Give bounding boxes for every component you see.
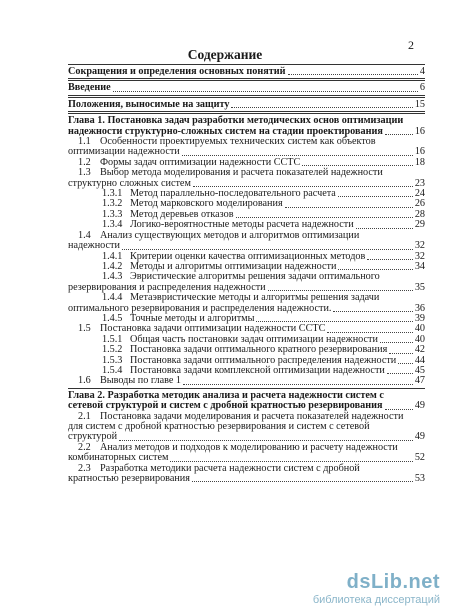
toc-entry-title: оптимального резервирования и распределения надежности. <box>68 302 332 314</box>
toc-entry <box>68 168 425 189</box>
toc-entry-title: структурой <box>68 431 118 443</box>
toc-entry-number: 2.2 <box>78 441 91 453</box>
toc-entry-title: Постановка задачи оптимального распределения надежности <box>130 354 397 366</box>
page-title: Содержание <box>187 47 263 62</box>
toc-entry-number: 1.3.2 <box>102 198 123 210</box>
toc-entry-number: 1.4.3 <box>102 271 123 283</box>
toc-entry-number: 1.4.2 <box>102 260 123 272</box>
toc-entry <box>68 113 425 137</box>
dot-leader <box>367 259 413 260</box>
toc-entry-title: резервирования и распределения надежности <box>68 281 266 293</box>
toc-entry-number: 1.3 <box>78 167 91 179</box>
toc-entry-title: Критерии оценки качества оптимизационных методов <box>130 250 366 262</box>
toc-entry-title: Эвристические алгоритмы решения задачи оптимального <box>130 271 380 283</box>
toc-entry <box>68 137 425 158</box>
dot-leader <box>113 91 418 92</box>
toc-entry-page: 53 <box>414 473 425 485</box>
toc-entry-title: Анализ существующих методов и алгоритмов оптимизации <box>100 229 360 241</box>
dot-leader <box>338 196 413 197</box>
toc-entry-number: 1.3.4 <box>102 219 123 231</box>
dot-leader <box>231 107 412 108</box>
watermark-logo: dsLib.net <box>346 571 440 593</box>
toc-entry-page: 4 <box>419 66 425 77</box>
toc-entry-page: 32 <box>414 240 425 252</box>
toc-entry-page: 23 <box>414 177 425 189</box>
toc-entry <box>68 231 425 252</box>
toc-entry-title: Анализ методов и подходов к моделированию и расчету надежности <box>100 441 398 453</box>
dot-leader <box>182 155 413 156</box>
toc-entry <box>68 376 425 386</box>
toc-entry-title: надежности <box>68 240 120 252</box>
dot-leader <box>380 342 413 343</box>
dot-leader <box>192 481 413 482</box>
toc-entry-title: для систем с дробной кратностью резервирования и систем с сетевой <box>68 421 370 432</box>
toc-entry-page: 35 <box>414 281 425 293</box>
dot-leader <box>288 74 418 75</box>
dot-leader <box>122 249 413 250</box>
dot-leader <box>398 363 413 364</box>
toc-entry-page: 6 <box>419 82 425 94</box>
toc-entry-page: 45 <box>414 364 425 376</box>
toc-entry <box>68 293 425 314</box>
toc-entry-number: 2.1 <box>78 410 91 422</box>
toc-entry-title: Постановка задачи моделирования и расчета показателей надежности <box>100 410 404 422</box>
toc-entry-page: 36 <box>414 302 425 314</box>
toc-entry-page: 28 <box>414 208 425 220</box>
toc-entry-title: Особенности проектируемых технических систем как объектов <box>100 136 376 148</box>
toc-entry-title: оптимизации надежности <box>68 146 180 158</box>
toc-entry-page: 15 <box>414 98 425 110</box>
dot-leader <box>389 353 413 354</box>
dot-leader <box>183 384 413 385</box>
page-number: 2 <box>408 38 414 52</box>
toc-entry-title: Метод деревьев отказов <box>130 208 234 220</box>
toc-entry-title: Выбор метода моделирования и расчета показателей надежности <box>100 167 383 179</box>
toc-entry-title: Глава 2. Разработка методик анализа и расчета надежности систем с <box>68 389 384 401</box>
toc-entry-page: 40 <box>414 323 425 335</box>
toc-entry-number: 2.3 <box>78 462 91 474</box>
toc-entry-page: 52 <box>414 452 425 464</box>
toc-entry-title: Постановка задачи комплексной оптимизации надежности <box>130 364 385 376</box>
toc-entry-page: 26 <box>414 198 425 210</box>
toc-entry-number: 1.4.1 <box>102 250 123 262</box>
dot-leader <box>385 409 413 410</box>
toc-entry-title: Введение <box>68 82 111 94</box>
toc-entry-page: 29 <box>414 219 425 231</box>
toc-entry-title: Постановка задачи оптимального кратного резервирования <box>130 344 388 356</box>
toc-entry-page: 40 <box>414 333 425 345</box>
toc-entry-number: 1.5 <box>78 323 91 335</box>
toc-entry-title: Сокращения и определения основных понятий <box>68 66 286 77</box>
dot-leader <box>170 461 412 462</box>
toc-entry-page: 44 <box>414 354 425 366</box>
toc-entry-title: Положения, выносимые на защиту <box>68 98 230 110</box>
toc-entry-number: 1.4 <box>78 229 91 241</box>
watermark-subtitle: библиотека диссертаций <box>312 594 440 606</box>
toc-entry-title: Методы и алгоритмы оптимизации надежности <box>130 260 337 272</box>
toc-entry-title: Формы задач оптимизации надежности ССТС <box>100 156 301 168</box>
dot-leader <box>268 290 413 291</box>
toc-entry-page: 32 <box>414 250 425 262</box>
toc-entry-title: Разработка методики расчета надежности систем с дробной <box>100 462 360 474</box>
toc-entry-number: 1.4.4 <box>102 292 123 304</box>
toc-entry <box>68 64 425 79</box>
dot-leader <box>327 332 412 333</box>
toc-entry-number: 1.5.4 <box>102 364 123 376</box>
toc-entry-page: 16 <box>414 146 425 158</box>
toc-entry-page: 47 <box>414 375 425 387</box>
toc-entry-page: 16 <box>414 125 425 137</box>
toc-entry-title: кратностью резервирования <box>68 473 190 485</box>
dot-leader <box>385 134 413 135</box>
toc-entry-title: Постановка задачи оптимизации надежности ССТС <box>100 323 326 335</box>
toc-entry <box>68 412 425 443</box>
toc-entry-page: 18 <box>414 156 425 168</box>
toc-entry <box>68 80 425 95</box>
dot-leader <box>236 217 413 218</box>
dot-leader <box>356 228 413 229</box>
dot-leader <box>256 321 412 322</box>
toc-entry-page: 49 <box>414 431 425 443</box>
toc-entry <box>68 97 425 112</box>
toc-entry-title: Точные методы и алгоритмы <box>130 312 255 324</box>
toc-entry-number: 1.6 <box>78 375 91 387</box>
toc-entry-number: 1.1 <box>78 136 91 148</box>
toc-entry-title: Метод марковского моделирования <box>130 198 283 210</box>
dot-leader <box>285 207 413 208</box>
toc-entry-title: Общая часть постановки задач оптимизации надежности <box>130 333 378 345</box>
toc-entry-page: 39 <box>414 312 425 324</box>
dot-leader <box>302 165 412 166</box>
dot-leader <box>193 186 413 187</box>
table-of-contents <box>68 64 425 484</box>
toc-entry-number: 1.3.1 <box>102 188 123 200</box>
toc-entry <box>68 443 425 464</box>
toc-entry-number: 1.4.5 <box>102 312 123 324</box>
toc-entry <box>68 272 425 293</box>
toc-entry-title: Метод параллельно-последовательного расчета <box>130 188 336 200</box>
toc-entry <box>68 388 425 412</box>
toc-entry-number: 1.3.3 <box>102 208 123 220</box>
toc-entry-number: 1.5.3 <box>102 354 123 366</box>
toc-entry-title: комбинаторных систем <box>68 452 169 464</box>
toc-entry-number: 1.2 <box>78 156 91 168</box>
toc-entry-page: 49 <box>414 400 425 412</box>
toc-entry-number: 1.5.1 <box>102 333 123 345</box>
toc-entry <box>68 464 425 485</box>
dot-leader <box>119 440 413 441</box>
toc-entry-title: Логико-вероятностные методы расчета надежности <box>130 219 354 231</box>
toc-entry-title: Глава 1. Постановка задач разработки методических основ оптимизации <box>68 115 404 127</box>
watermark <box>313 571 440 606</box>
dot-leader <box>338 269 412 270</box>
toc-entry-title: надежности структурно-сложных систем на стадии проектирования <box>68 125 383 137</box>
toc-entry-page: 42 <box>414 344 425 356</box>
toc-entry-title: сетевой структурой и систем с дробной кратностью резервирования <box>68 400 383 412</box>
toc-entry-title: Выводы по главе 1 <box>100 375 182 387</box>
toc-entry-title: Метаэвристические методы и алгоритмы решения задачи <box>130 292 380 304</box>
dot-leader <box>333 311 412 312</box>
dot-leader <box>387 373 413 374</box>
toc-entry-page: 24 <box>414 188 425 200</box>
toc-entry-number: 1.5.2 <box>102 344 123 356</box>
toc-entry-page: 34 <box>414 260 425 272</box>
toc-entry-title: структурно сложных систем <box>68 177 191 189</box>
